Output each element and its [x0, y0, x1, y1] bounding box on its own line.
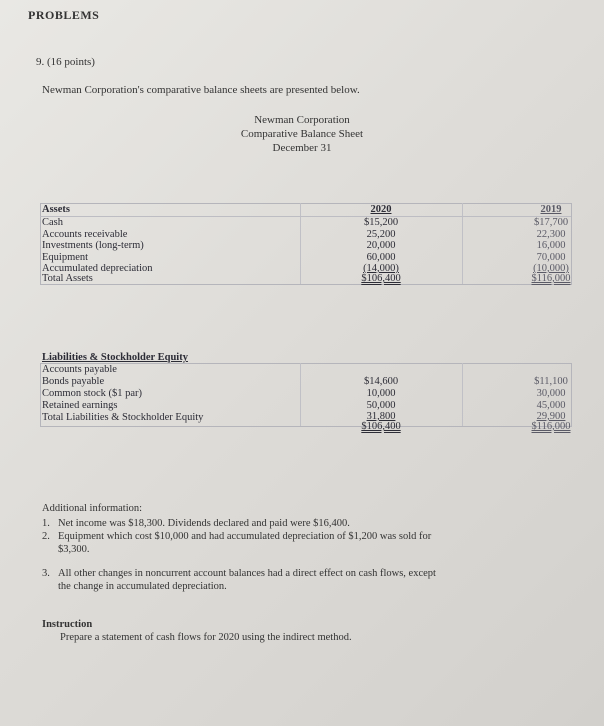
table-rule	[40, 216, 571, 217]
question-number: 9. (16 points)	[36, 56, 95, 68]
instruction-text: Prepare a statement of cash flows for 2020 using the indirect method.	[60, 632, 352, 643]
liability-row-2019: 29,900	[536, 411, 566, 422]
liabilities-heading: Liabilities & Stockholder Equity	[42, 352, 188, 363]
question-intro: Newman Corporation's comparative balance sheets are presented below.	[42, 84, 360, 96]
statement-date: December 31	[272, 142, 332, 154]
asset-row-2019: $17,700	[533, 217, 569, 228]
asset-row-2020: $15,200	[363, 217, 399, 228]
liability-row-2019: $11,100	[534, 376, 568, 387]
year-2020-header: 2020	[370, 204, 392, 215]
info-item-text: Net income was $18,300. Dividends declared and paid were $16,400.	[58, 518, 350, 529]
liability-row-2020: $14,600	[363, 376, 399, 387]
info-item-text: All other changes in noncurrent account balances had a direct effect on cash flows, except	[58, 568, 436, 579]
liability-row-2019: 30,000	[536, 388, 566, 399]
asset-row-2019: (10,000)	[533, 263, 569, 274]
info-item-number: 3.	[42, 568, 50, 579]
info-item-text-cont: $3,300.	[58, 544, 90, 555]
asset-row-label: Investments (long-term)	[42, 240, 144, 251]
liability-row-2020: 10,000	[366, 388, 396, 399]
total-assets-2020: $106,400	[361, 273, 401, 284]
liability-row-2019: 45,000	[536, 400, 566, 411]
asset-row-label: Accumulated depreciation	[42, 263, 153, 274]
asset-row-label: Cash	[42, 217, 63, 228]
instruction-heading: Instruction	[42, 619, 93, 630]
liability-row-label: Accounts payable	[42, 364, 117, 375]
statement-title: Comparative Balance Sheet	[240, 128, 364, 140]
year-2019-header: 2019	[540, 204, 562, 215]
asset-row-2019: 16,000	[536, 240, 566, 251]
liability-row-label: Common stock ($1 par)	[42, 388, 143, 399]
table-divider	[462, 363, 463, 426]
asset-row-2020: (14,000)	[363, 263, 399, 274]
total-liabilities-2019: $116,000	[531, 421, 571, 432]
asset-row-2020: 20,000	[366, 240, 396, 251]
asset-row-2019: 22,300	[536, 228, 566, 240]
assets-heading: Assets	[42, 204, 70, 215]
asset-row-label: Accounts receivable	[42, 228, 128, 240]
liability-row-label: Bonds payable	[42, 376, 105, 387]
asset-row-2020: 60,000	[366, 251, 396, 263]
total-assets-2019: $116,000	[531, 273, 571, 284]
liability-row-2020: 50,000	[366, 400, 396, 411]
section-header: PROBLEMS	[28, 8, 100, 22]
total-liabilities-2020: $106,400	[361, 421, 401, 432]
table-divider	[300, 363, 301, 426]
info-item-text: Equipment which cost $10,000 and had accumulated depreciation of $1,200 was sold for	[58, 531, 432, 542]
asset-row-2020: 25,200	[366, 228, 396, 240]
asset-row-2019: 70,000	[536, 251, 566, 263]
total-liabilities-label: Total Liabilities & Stockholder Equity	[42, 412, 204, 423]
info-item-number: 1.	[42, 518, 50, 529]
additional-info-heading: Additional information:	[42, 503, 143, 514]
info-item-text-cont: the change in accumulated depreciation.	[58, 581, 227, 592]
company-name: Newman Corporation	[254, 114, 350, 126]
total-assets-label: Total Assets	[42, 273, 93, 284]
liability-row-label: Retained earnings	[42, 400, 118, 411]
info-item-number: 2.	[42, 531, 50, 542]
liability-row-2020: 31,800	[366, 411, 396, 422]
asset-row-label: Equipment	[42, 251, 89, 263]
